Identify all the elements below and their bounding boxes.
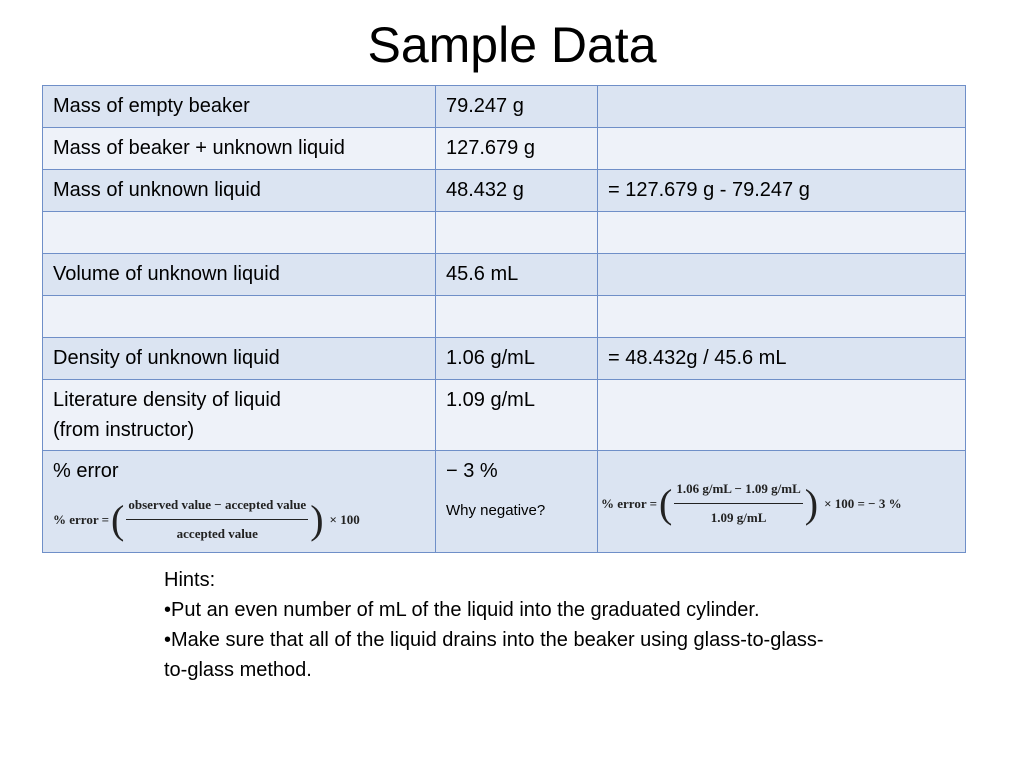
row-label: Mass of unknown liquid [43,170,436,212]
row-label: Mass of empty beaker [43,86,436,128]
row-calc [598,380,966,451]
formula-fraction [126,493,308,546]
row-value: − 3 % [446,460,498,482]
row-calc [598,86,966,128]
hints-heading: Hints: [164,569,216,591]
formula-lhs: % error = [601,495,658,511]
table-row [43,170,966,212]
formula-denominator: 1.09 g/mL [710,510,767,525]
table-row [43,380,966,451]
row-label: % error [53,460,119,482]
formula-denominator: accepted value [176,526,258,541]
left-paren-symbol: ( [111,496,125,542]
row-label: Volume of unknown liquid [43,254,436,296]
table-row-empty [43,212,966,254]
row-value: 79.247 g [436,86,598,128]
row-calc: = 127.679 g - 79.247 g [598,170,966,212]
row-calc [598,212,966,254]
row-value: 1.06 g/mL [436,338,598,380]
table-row [43,338,966,380]
row-calc [598,254,966,296]
formula-numerator: observed value − accepted value [126,493,308,520]
row-calc [598,296,966,338]
hint-item: •Make sure that all of the liquid drains into the beaker using glass-to-glass-to-glass method. [164,629,824,681]
formula-tail: × 100 [329,511,360,527]
row-label: Density of unknown liquid [43,338,436,380]
table-row [43,128,966,170]
row-label [43,296,436,338]
row-label-line: Literature density of liquid [53,389,281,411]
error-calc-cell [598,451,966,553]
row-value: 45.6 mL [436,254,598,296]
row-value [436,212,598,254]
row-calc [598,128,966,170]
row-value: 48.432 g [436,170,598,212]
right-paren-symbol: ) [310,496,324,542]
formula-numerator: 1.06 g/mL − 1.09 g/mL [674,477,802,504]
error-value-cell [436,451,598,553]
slide-title: Sample Data [367,17,657,73]
row-label-line: (from instructor) [53,419,195,441]
left-paren-symbol: ( [659,480,673,526]
row-label: Mass of beaker + unknown liquid [43,128,436,170]
error-formula [53,493,425,546]
formula-lhs: % error = [53,511,110,527]
table-row [43,254,966,296]
right-paren-symbol: ) [804,480,819,526]
formula-fraction [674,477,802,530]
hint-item: •Put an even number of mL of the liquid into the graduated cylinder. [164,599,760,621]
error-calc-formula [601,477,965,530]
table-row-empty [43,296,966,338]
sample-data-table [42,85,966,553]
row-calc: = 48.432g / 45.6 mL [598,338,966,380]
why-negative-note: Why negative? [446,502,546,519]
formula-tail: × 100 = − 3 % [824,495,902,511]
table-row [43,86,966,128]
row-label [43,212,436,254]
row-label [43,380,436,451]
table-row-error [43,451,966,553]
row-value: 1.09 g/mL [436,380,598,451]
error-label-cell [43,451,436,553]
hints-box [164,565,824,685]
row-value: 127.679 g [436,128,598,170]
row-value [436,296,598,338]
